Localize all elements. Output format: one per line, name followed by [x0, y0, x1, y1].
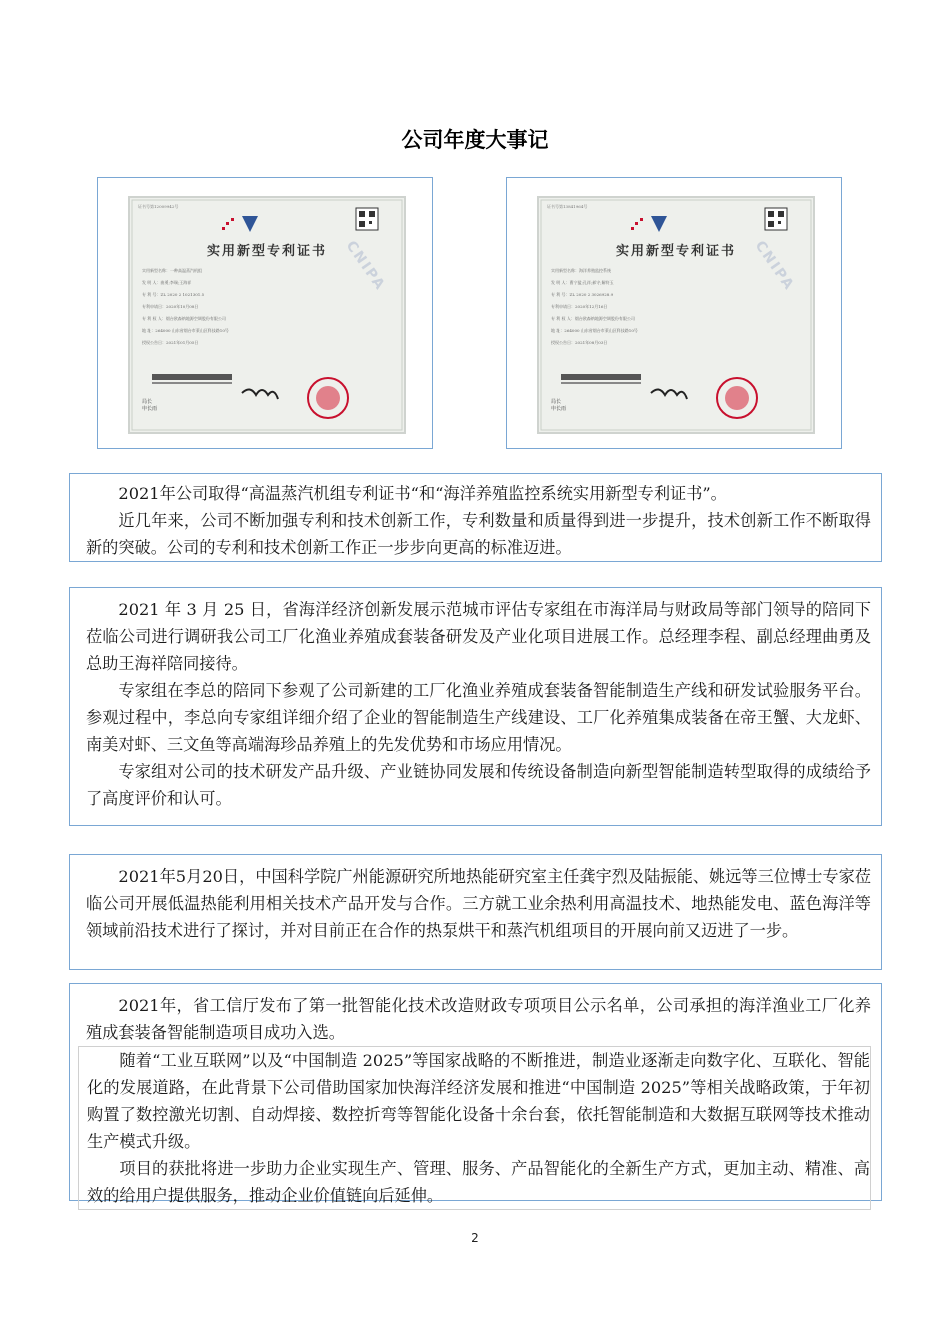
certificate-field: 专 利 号：ZL 2020 2 3026928.9 [551, 292, 614, 297]
page-title: 公司年度大事记 [401, 128, 549, 152]
certificate-field: 授权公告日：2021年01月05日 [142, 340, 199, 345]
certificate-title: 实用新型专利证书 [206, 244, 327, 259]
certificate-field: 专 利 权 人：烟台欧森纳地源空调股份有限公司 [551, 316, 635, 321]
certificate-watermark: CNIPA [342, 238, 389, 294]
certificate-field: 实用新型名称：一种高温蒸汽机组 [142, 268, 202, 273]
certificate-field: 专 利 号：ZL 2020 2 1021301.5 [142, 292, 205, 297]
certificate-field: 实用新型名称：海洋养殖监控系统 [551, 268, 611, 273]
paragraph: 随着“工业互联网”以及“中国制造 2025”等国家战略的不断推进，制造业逐渐走向数字化、互联化、智能化的发展道路，在此背景下公司借助国家加快海洋经济发展和推进“中国制造 2025”等相关战略政策，于年初购置了数控激光切割、自动焊接、数控折弯等智能化设备十余台套，依托智能制造和大数据互联网等技术推动生产模式升级。 [87, 1051, 870, 1151]
paragraph: 项目的获批将进一步助力企业实现生产、管理、服务、产品智能化的全新生产方式，更加主动、精准、高效的给用户提供服务，推动企业价值链向后延伸。 [87, 1159, 870, 1205]
paragraph: 2021年公司取得“高温蒸汽机组专利证书“和“海洋养殖监控系统实用新型专利证书”。 [118, 484, 727, 503]
certificate-frame-graphic [130, 198, 404, 432]
paragraph: 2021 年 3 月 25 日，省海洋经济创新发展示范城市评估专家组在市海洋局与财政局等部门领导的陪同下莅临公司进行调研我公司工厂化渔业养殖成套装备研发及产业化项目进展工作。总经理李程、副总经理曲勇及总助王海祥陪同接待。 [86, 600, 871, 673]
certificate-field: 地 址：264000 山东省烟台市莱山区科技路10号 [551, 328, 638, 333]
certificate-title: 实用新型专利证书 [615, 244, 736, 259]
inner-text-frame [78, 1046, 871, 1210]
paragraph: 近几年来，公司不断加强专利和技术创新工作，专利数量和质量得到进一步提升，技术创新工作不断取得新的突破。公司的专利和技术创新工作正一步步向更高的标准迈进。 [86, 511, 871, 557]
certificate-signature-label: 局长 申长雨 [551, 399, 567, 412]
certificate-signature-label: 局长 申长雨 [142, 399, 158, 412]
paragraph: 专家组在李总的陪同下参观了公司新建的工厂化渔业养殖成套装备智能制造生产线和研发试验服务平台。参观过程中，李总向专家组详细介绍了企业的智能制造生产线建设、工厂化养殖集成装备在帝王蟹、大龙虾、南美对虾、三文鱼等高端海珍品养殖上的先发优势和市场应用情况。 [86, 681, 871, 754]
certificate-field: 专 利 权 人：烟台欧森纳地源空调股份有限公司 [142, 316, 226, 321]
page-number: 2 [471, 1231, 479, 1245]
event-box-patents [69, 473, 882, 562]
certificate-field: 专利申请日：2020年10月08日 [142, 304, 199, 309]
event-box-cas-cooperation [69, 854, 882, 970]
certificate-field: 发 明 人：曹宁猛;孔祥;郝守;解符玉 [551, 280, 614, 285]
paragraph: 2021年5月20日，中国科学院广州能源研究所地热能研究室主任龚宇烈及陆振能、姚远等三位博士专家莅临公司开展低温热能利用相关技术产品开发与合作。三方就工业余热利用高温技术、地热能发电、蓝色海洋等领域前沿技术进行了探讨，并对目前正在合作的热泵烘干和蒸汽机组项目的开展向前又迈进了一步。 [86, 867, 871, 940]
certificate-number: 证书号第12009942号 [138, 204, 179, 209]
certificate-frame-graphic [539, 198, 813, 432]
patent-certificate-image [97, 177, 433, 449]
certificate-field: 发 明 人：曲勇;李瑞;王海祥 [142, 280, 192, 285]
patent-certificate-image [506, 177, 842, 449]
certificate-watermark: CNIPA [751, 238, 798, 294]
paragraph: 专家组对公司的技术研发产品升级、产业链协同发展和传统设备制造向新型智能制造转型取得的成绩给予了高度评价和认可。 [86, 762, 871, 808]
event-box-expert-visit [69, 587, 882, 826]
event-box-smart-manufacturing [69, 983, 882, 1205]
paragraph: 2021年，省工信厅发布了第一批智能化技术改造财政专项项目公示名单，公司承担的海洋渔业工厂化养殖成套装备智能制造项目成功入选。 [86, 996, 871, 1042]
certificate-number: 证书号第13841964号 [547, 204, 588, 209]
certificate-field: 地 址：264000 山东省烟台市莱山区科技路10号 [142, 328, 229, 333]
certificate-field: 授权公告日：2021年08月03日 [551, 340, 608, 345]
certificate-field: 专利申请日：2020年12月16日 [551, 304, 608, 309]
